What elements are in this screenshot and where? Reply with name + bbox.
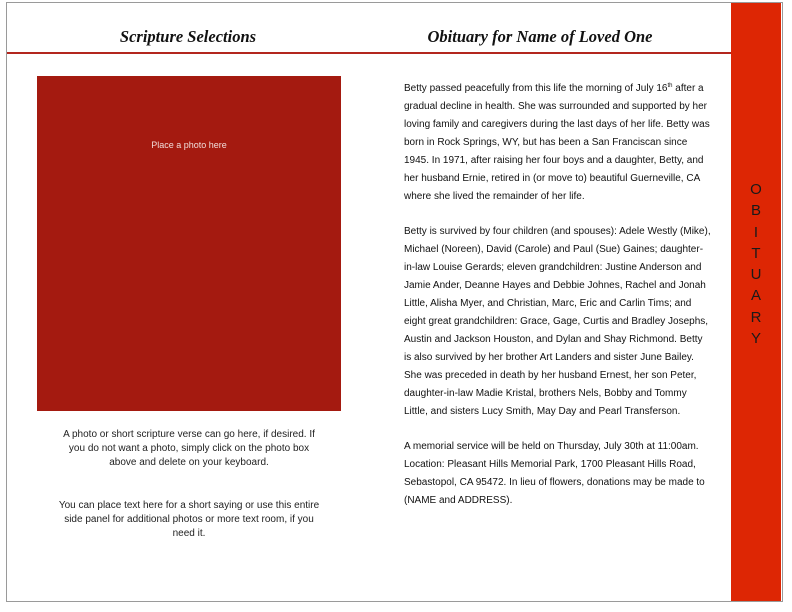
obituary-paragraph-3: A memorial service will be held on Thursday, July 30th at 11:00am. Location: Pleasant Hills Memorial Park, 1700 Pleasant Hills Road, Sebastopol, CA 95472. In lieu of flowers, donations may be made to (NAME and ADDRESS).: [404, 441, 705, 506]
obituary-paragraph-2: Betty is survived by four children (and spouses): Adele Westly (Mike), Michael (Noreen), David (Carole) and Paul (Sue) Gaines; daughter-in-law Louise Gerards; eleven grandchildren: Justine Anderson and Jamie Ander, Deanne Hayes and Debbie Johnes, Rachel and Jonah Little, Alisha Myer, and Christian, Marc, Eric and Carlin Tims; and eight great grandchildren: Grace, Gage, Curtis and Bradley Josephs, Austin and Jackson Houston, and Dylan and Shay Richmond. Betty is also survived by her brother Art Landers and sister June Bailey. She was preceded in death by her husband Ernest, her son Peter, daughter-in-law Madie Kristal, brothers Nels, Bobby and Tommy Little, and sisters Lucy Smith, May Day and Pearl Transferson.: [404, 226, 711, 417]
band-letter: B: [750, 202, 761, 220]
photo-placeholder-box[interactable]: [37, 76, 341, 411]
photo-placeholder-label: Place a photo here: [151, 140, 227, 150]
band-letter: A: [750, 287, 761, 305]
band-letter: Y: [750, 330, 761, 348]
header-rule: [7, 52, 733, 54]
obituary-paragraph-1: [404, 77, 712, 206]
side-panel-note: You can place text here for a short saying or use this entire side panel for additional photos or more text room, if you need it.: [58, 500, 320, 539]
obituary-paragraph-1-start: Betty passed peacefully from this life the morning of July 16: [404, 83, 668, 94]
obituary-vertical-label: [731, 179, 781, 349]
obituary-heading: Obituary for Name of Loved One: [427, 27, 653, 46]
obituary-body: [404, 77, 712, 527]
photo-caption: A photo or short scripture verse can go here, if desired. If you do not want a photo, simply click on the photo box above and delete on your keyboard.: [63, 429, 315, 468]
obituary-side-band: [731, 3, 781, 601]
scripture-selections-heading: Scripture Selections: [119, 27, 257, 46]
band-letter: R: [750, 308, 762, 326]
band-letter: O: [750, 181, 762, 198]
ordinal-suffix: th: [667, 83, 673, 89]
band-letter: U: [750, 266, 762, 284]
obituary-paragraph-1-rest: after a gradual decline in health. She was surrounded and supported by her loving family and caregivers during the last days of her life. Betty was born in Rock Springs, WY, but has been a San Franciscan since 1945. In 1971, after raising her four boys and a daughter, Betty, and her husband Ernie, retired in (or move to) beautiful Guerneville, CA where she lived the remainder of her life.: [404, 83, 710, 202]
band-letter: I: [753, 223, 759, 241]
band-letter: T: [751, 244, 761, 262]
